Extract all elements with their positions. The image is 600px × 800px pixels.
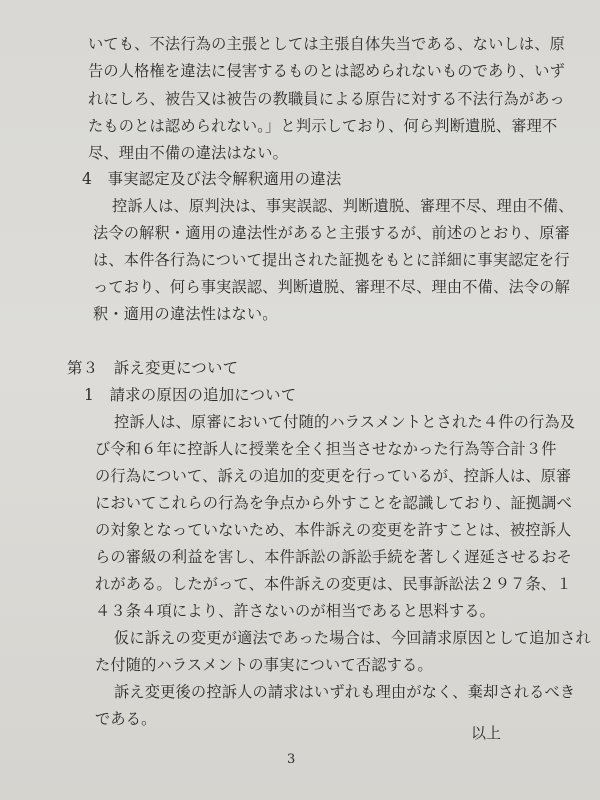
text-line: た付随的ハラスメントの事実について否認する。	[95, 656, 433, 674]
text-line: らの審級の利益を害し、本件訴訟の訴訟手続を著しく遅延させるおそ	[95, 548, 573, 566]
closing-text: 以上	[471, 724, 502, 742]
section-heading: 4 事実認定及び法令解釈適用の違法	[82, 170, 342, 188]
text-line: たものとは認められない。」と判示しており、何ら判断遺脱、審理不	[88, 117, 558, 135]
page-number: 3	[287, 752, 296, 767]
text-line: ４３条４項により、許さないのが相当であると思料する。	[95, 602, 496, 620]
text-line: れにしろ、被告又は被告の教職員による原告に対する不法行為があっ	[88, 90, 565, 108]
text-line: いても、不法行為の主張としては主張自体失当である、ないしは、原	[88, 35, 566, 53]
text-line: は、本件各行為について提出された証拠をもとに詳細に事実認定を行	[93, 251, 570, 269]
text-line: 訴え変更後の控訴人の請求はいずれも理由がなく、棄却されるべき	[114, 683, 576, 701]
text-line: っており、何ら事実誤認、判断遺脱、審理不尽、理由不備、法令の解	[93, 278, 571, 296]
text-line: び令和６年に控訴人に授業を全く担当させなかった行為等合計３件	[95, 440, 557, 458]
text-line: である。	[95, 710, 157, 728]
text-line: 尽、理由不備の違法はない。	[88, 144, 289, 162]
text-line: 釈・適用の違法性はない。	[93, 305, 278, 323]
text-line: れがある。したがって、本件訴えの変更は、民事訴訟法２９７条、１	[95, 575, 572, 593]
text-line: の行為について、訴えの追加的変更を行っているが、控訴人は、原審	[95, 467, 572, 485]
text-line: 告の人格権を違法に侵害するものとは認められないものであり、いず	[88, 62, 566, 80]
subsection-heading: 1 請求の原因の追加について	[84, 386, 297, 404]
text-line: 仮に訴えの変更が適法であった場合は、今回請求原因として追加され	[114, 629, 591, 647]
text-line: においてこれらの行為を争点から外すことを認識しており、証拠調べ	[95, 494, 573, 512]
text-line: 控訴人は、原判決は、事実誤認、判断遺脱、審理不尽、理由不備、	[112, 197, 574, 215]
text-line: の対象となっていないため、本件訴えの変更を許すことは、被控訴人	[95, 521, 572, 539]
text-line: 控訴人は、原審において付随的ハラスメントとされた４件の行為及	[114, 413, 576, 431]
section-heading: 第３ 訴え変更について	[67, 359, 239, 377]
text-line: 法令の解釈・適用の違法性があると主張するが、前述のとおり、原審	[93, 224, 571, 242]
